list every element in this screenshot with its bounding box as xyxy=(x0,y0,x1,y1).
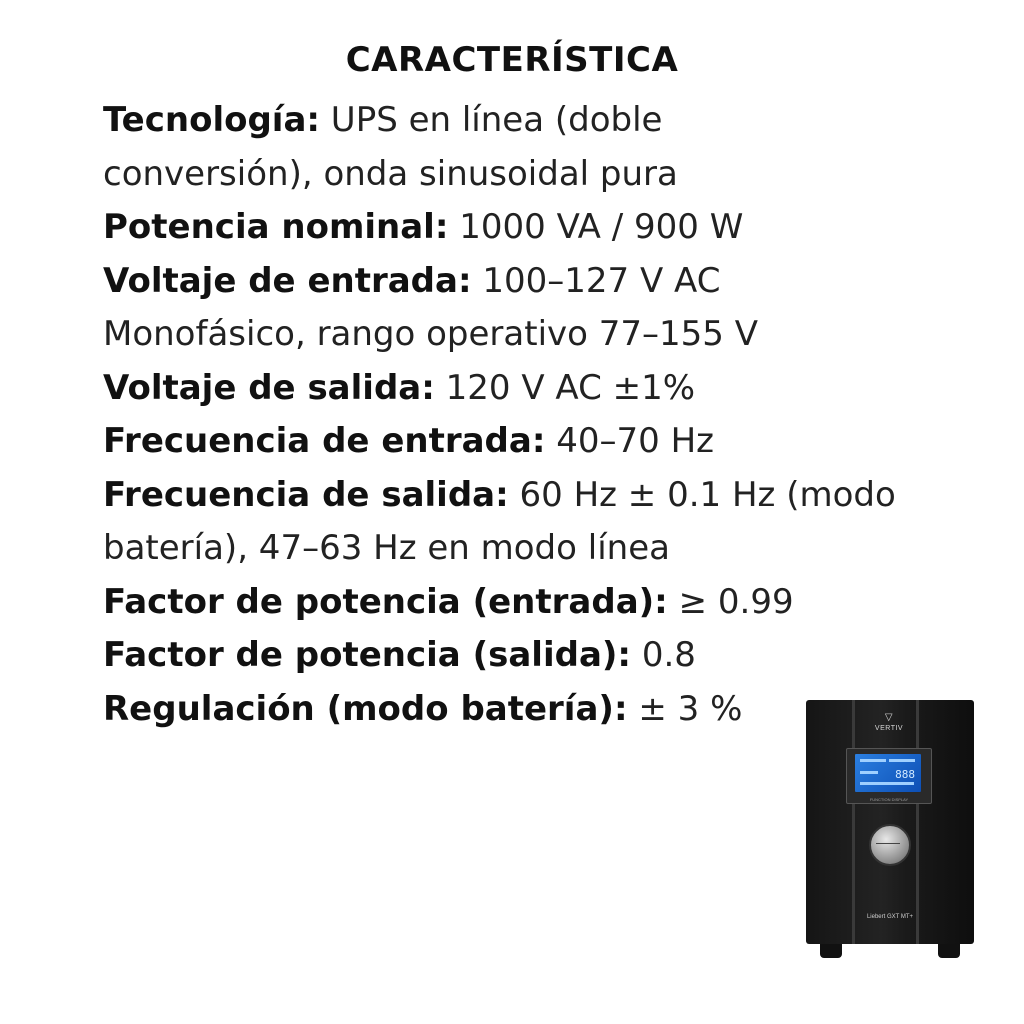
spec-line xyxy=(103,308,963,362)
ups-device-image xyxy=(806,700,974,960)
ups-model-label: Liebert GXT MT+ xyxy=(866,914,914,920)
spec-label: Frecuencia de salida: xyxy=(103,474,509,515)
spec-label: Factor de potencia (salida): xyxy=(103,635,632,675)
spec-value: conversión), onda sinusoidal pura xyxy=(103,153,678,194)
spec-label: Potencia nominal: xyxy=(103,207,449,247)
page-title: CARACTERÍSTICA xyxy=(345,40,679,80)
spec-line xyxy=(103,94,963,148)
spec-line xyxy=(103,522,963,576)
vertiv-logo-icon: ▽ xyxy=(884,712,894,723)
spec-label: Voltaje de entrada: xyxy=(103,260,472,301)
spec-line xyxy=(103,576,963,630)
spec-line xyxy=(103,362,963,416)
ups-trim-left xyxy=(852,700,855,944)
spec-value: 0.8 xyxy=(631,635,696,675)
ups-brand-text: VERTIV xyxy=(874,725,904,732)
spec-label: Tecnología: xyxy=(103,100,320,140)
spec-value: 60 Hz ± 0.1 Hz (modo xyxy=(508,474,896,515)
spec-line xyxy=(103,629,963,683)
ups-brand-logo xyxy=(864,712,914,732)
lcd-segment xyxy=(889,759,915,762)
spec-value: 40–70 Hz xyxy=(545,421,714,461)
spec-line xyxy=(103,415,963,469)
spec-value: 120 V AC ±1% xyxy=(434,367,696,408)
spec-line xyxy=(103,255,963,309)
lcd-segment xyxy=(860,782,914,785)
spec-label: Frecuencia de entrada: xyxy=(103,421,546,461)
spec-value: 1000 VA / 900 W xyxy=(448,207,744,247)
spec-line xyxy=(103,469,963,523)
ups-foot-right xyxy=(938,944,960,958)
lcd-segment xyxy=(860,759,886,762)
ups-lcd-screen xyxy=(855,754,921,792)
spec-line xyxy=(103,201,963,255)
lcd-digits: 888 xyxy=(895,768,915,781)
spec-value: ≥ 0.99 xyxy=(667,581,794,622)
spec-label: Regulación (modo batería): xyxy=(103,688,628,729)
ups-panel-label: FUNCTION DISPLAY xyxy=(869,797,909,802)
ups-trim-right xyxy=(916,700,919,944)
ups-button-divider xyxy=(876,843,900,852)
ups-foot-left xyxy=(820,944,842,958)
ups-body xyxy=(806,700,974,944)
spec-value: ± 3 % xyxy=(627,688,743,729)
spec-list xyxy=(103,94,963,736)
spec-line xyxy=(103,148,963,202)
spec-value: batería), 47–63 Hz en modo línea xyxy=(103,528,670,568)
spec-value: Monofásico, rango operativo 77–155 V xyxy=(103,314,758,354)
ups-display-panel xyxy=(846,748,932,804)
spec-label: Voltaje de salida: xyxy=(103,367,435,408)
spec-label: Factor de potencia (entrada): xyxy=(103,581,668,622)
lcd-segment xyxy=(860,771,878,774)
spec-value: 100–127 V AC xyxy=(471,260,721,301)
spec-value: UPS en línea (doble xyxy=(320,100,663,140)
